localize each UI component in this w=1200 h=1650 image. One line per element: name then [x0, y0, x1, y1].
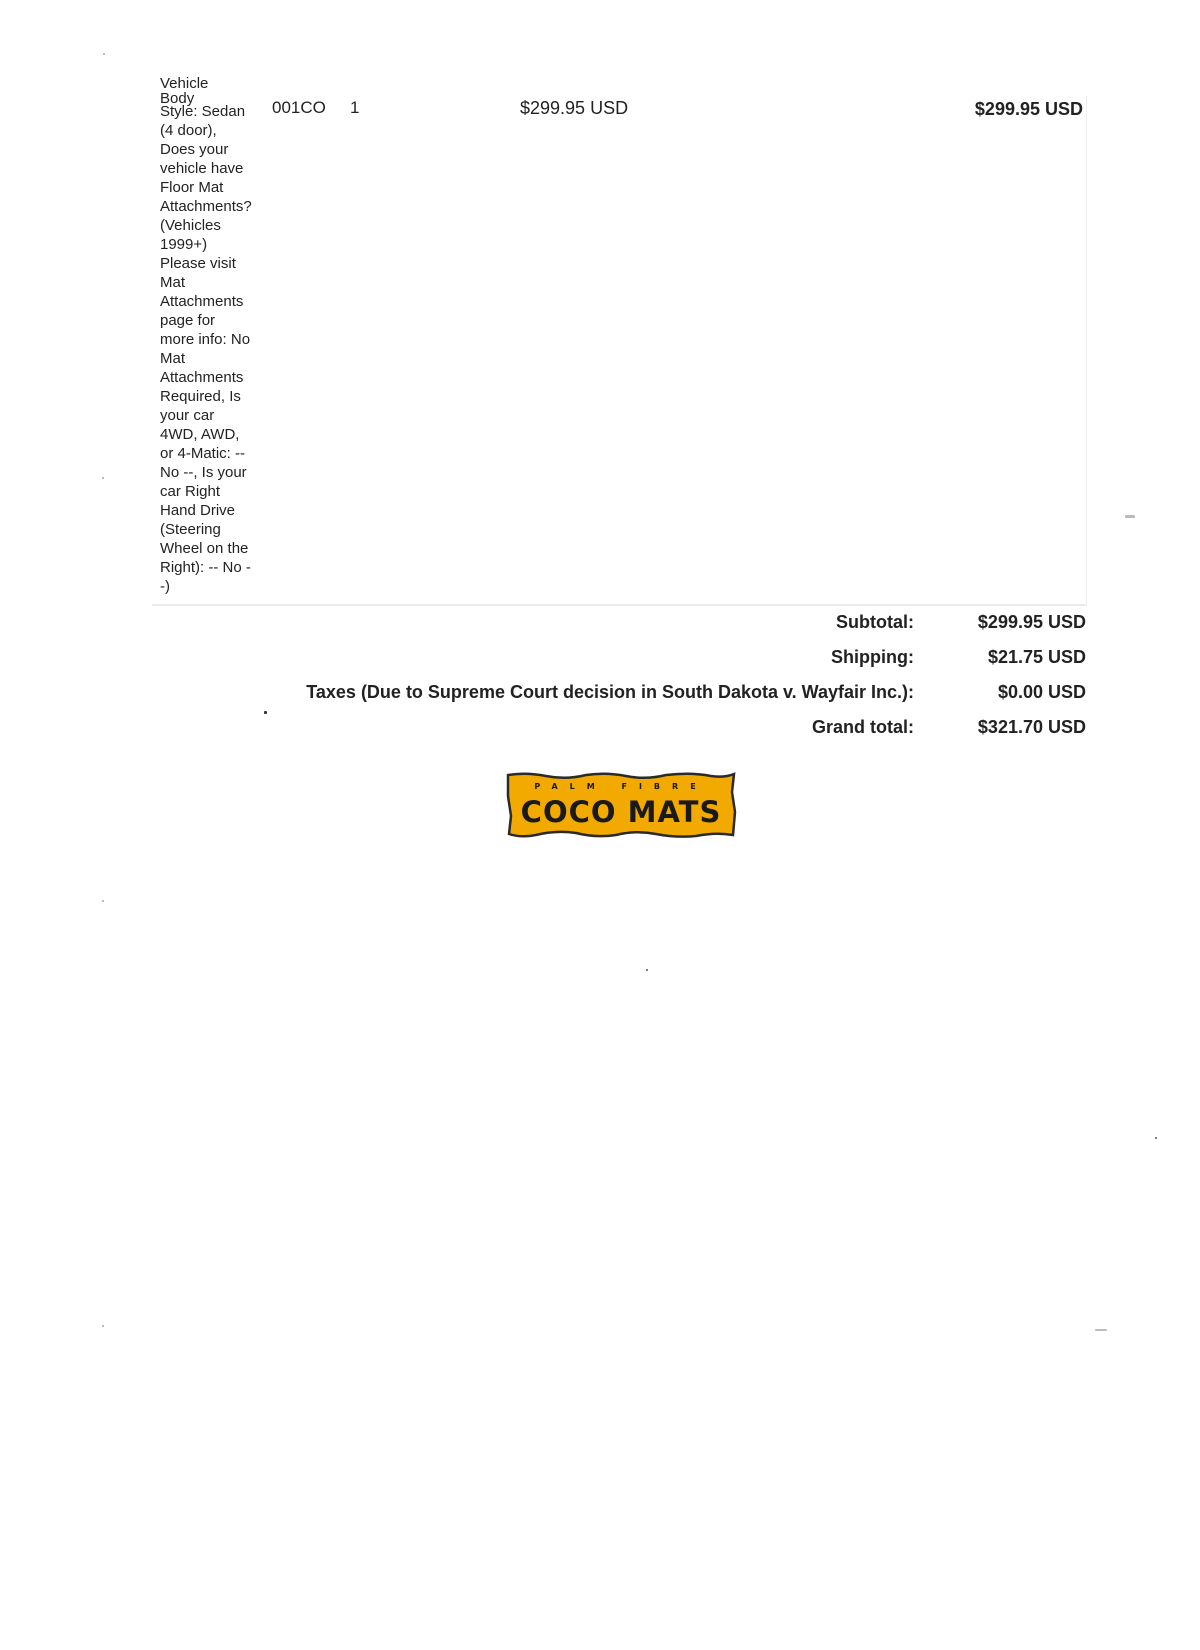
shipping-row: [0, 647, 1200, 673]
scan-speck: [1095, 1329, 1107, 1331]
scan-speck: [102, 477, 104, 479]
cut-off-description-line: Vehicle Body: [160, 75, 209, 107]
scan-speck: [102, 1325, 104, 1327]
subtotal-label: Subtotal:: [836, 612, 914, 632]
coco-mats-logo: [506, 772, 736, 838]
taxes-label: Taxes (Due to Supreme Court decision in South Dakota v. Wayfair Inc.):: [306, 682, 914, 702]
grand-total-value: $321.70 USD: [977, 717, 1086, 737]
shipping-label: Shipping:: [831, 647, 914, 667]
subtotal-value: $299.95 USD: [977, 612, 1086, 632]
scan-speck: [1125, 515, 1135, 518]
scan-speck: [264, 711, 267, 714]
logo-brand-name: COCO MATS: [520, 795, 722, 829]
item-sku: 001CO: [272, 98, 326, 117]
item-quantity: 1: [350, 98, 360, 117]
subtotal-row: [0, 612, 1200, 638]
line-item-row: [152, 96, 1087, 606]
item-unit-price: $299.95 USD: [520, 98, 629, 118]
scan-speck: [646, 969, 648, 971]
scan-speck: [102, 900, 104, 902]
item-options-description: Style: Sedan (4 door), Does your vehicle have Floor Mat Attachments? (Vehicles 1999+) Please visit Mat Attachments page for more info: No Mat Attachments Required, Is your car 4WD, AWD, or 4-Matic: -- No --, Is your car Right Hand Drive (Steering Wheel on the Right): -- No - -): [160, 103, 252, 595]
scan-speck: [103, 53, 105, 55]
grand-total-label: Grand total:: [812, 717, 914, 737]
taxes-value: $0.00 USD: [997, 682, 1086, 702]
taxes-row: [0, 682, 1200, 708]
logo-tagline: PALM FIBRE: [534, 782, 708, 791]
item-row-total: $299.95 USD: [974, 99, 1083, 119]
scan-speck: [1155, 1137, 1157, 1139]
shipping-value: $21.75 USD: [987, 647, 1086, 667]
grand-total-row: [0, 717, 1200, 743]
